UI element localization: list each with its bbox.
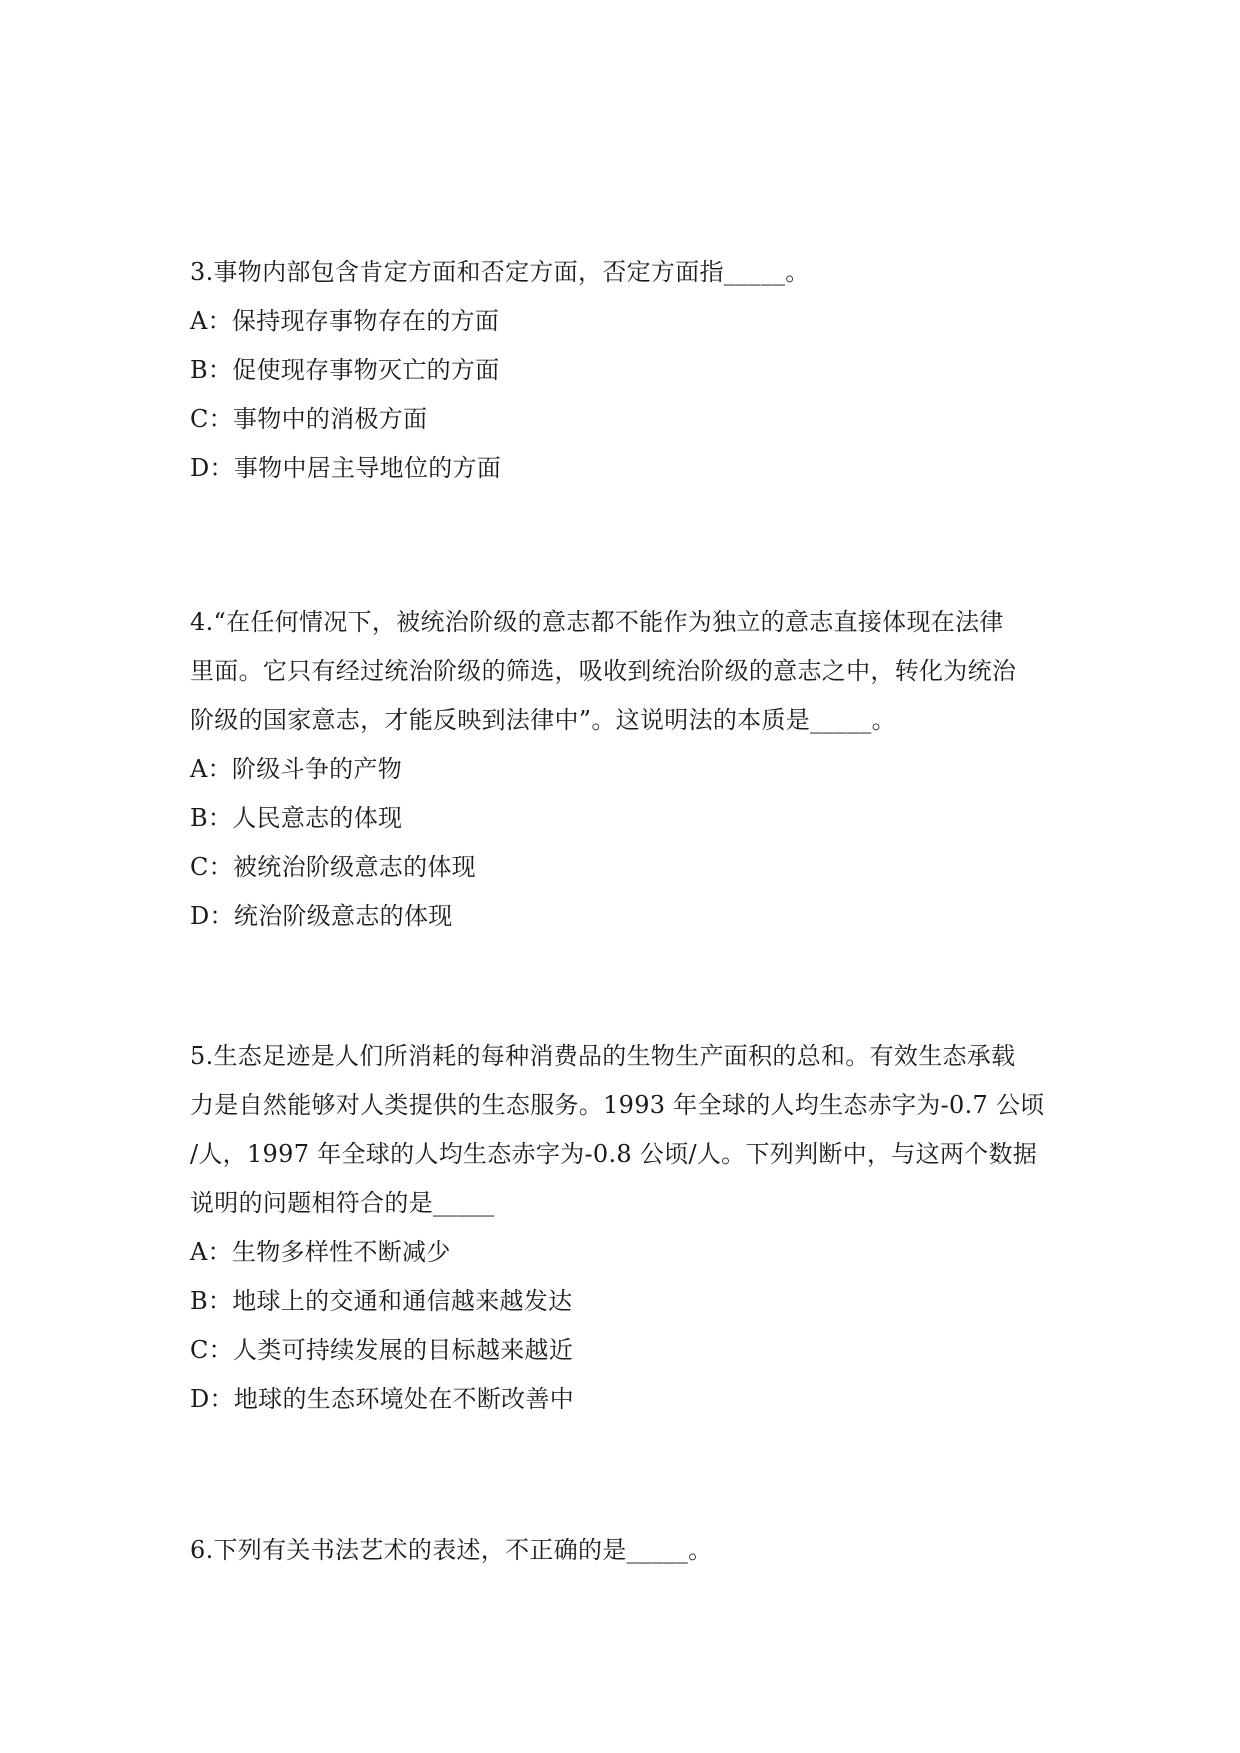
question-4: [190, 598, 1050, 941]
question-stem: 里面。它只有经过统治阶级的筛选，吸收到统治阶级的意志之中，转化为统治: [190, 657, 1017, 685]
option-b: B：人民意志的体现: [190, 804, 403, 832]
option-b: B：地球上的交通和通信越来越发达: [190, 1287, 573, 1315]
question-stem: 阶级的国家意志，才能反映到法律中”。这说明法的本质是_____。: [190, 706, 896, 734]
question-stem: 说明的问题相符合的是_____: [190, 1189, 495, 1217]
option-a: A：阶级斗争的产物: [190, 755, 403, 783]
option-d: D：地球的生态环境处在不断改善中: [190, 1385, 575, 1413]
option-d: D：事物中居主导地位的方面: [190, 454, 502, 482]
question-stem: 6.下列有关书法艺术的表述，不正确的是_____。: [190, 1536, 713, 1564]
question-6: [190, 1526, 1050, 1575]
option-c: C：被统治阶级意志的体现: [190, 853, 476, 881]
option-c: C：事物中的消极方面: [190, 405, 428, 433]
question-stem: 5.生态足迹是人们所消耗的每种消费品的生物生产面积的总和。有效生态承载: [190, 1042, 1016, 1070]
option-a: A：保持现存事物存在的方面: [190, 307, 500, 335]
question-stem: 3.事物内部包含肯定方面和否定方面，否定方面指_____。: [190, 258, 810, 286]
question-stem: 4.“在任何情况下，被统治阶级的意志都不能作为独立的意志直接体现在法律: [190, 608, 1004, 636]
question-3: [190, 248, 1050, 493]
option-a: A：生物多样性不断减少: [190, 1238, 451, 1266]
question-5: [190, 1032, 1050, 1424]
option-b: B：促使现存事物灭亡的方面: [190, 356, 500, 384]
question-stem: 力是自然能够对人类提供的生态服务。1993 年全球的人均生态赤字为-0.7 公顷: [190, 1091, 1045, 1119]
question-stem: /人，1997 年全球的人均生态赤字为-0.8 公顷/人。下列判断中，与这两个数据: [190, 1140, 1038, 1168]
option-d: D：统治阶级意志的体现: [190, 902, 453, 930]
option-c: C：人类可持续发展的目标越来越近: [190, 1336, 574, 1364]
